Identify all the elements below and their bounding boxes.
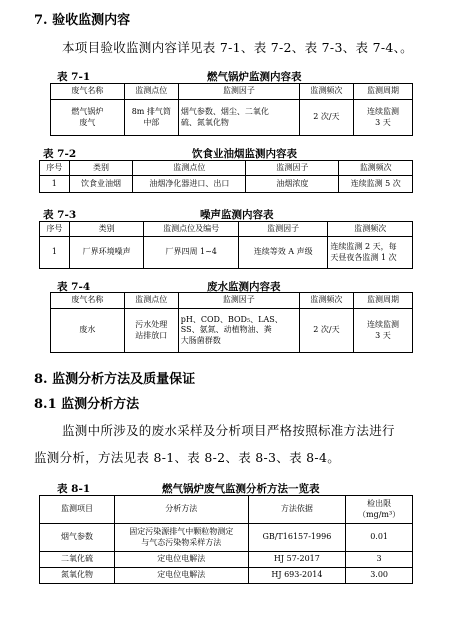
table-row bbox=[51, 309, 413, 353]
table-cell: 2 次/天 bbox=[299, 100, 353, 136]
table-cell: 燃气锅炉 废气 bbox=[51, 100, 125, 136]
table-header-cell: 监测点位及编号 bbox=[144, 222, 239, 237]
table-header-cell: 监测频次 bbox=[328, 222, 413, 237]
table-7-1 bbox=[50, 83, 413, 136]
table-cell: 连续等效 A 声级 bbox=[238, 237, 327, 269]
table-cell: 固定污染源排气中颗粒物测定 与气态污染物采样方法 bbox=[115, 524, 249, 552]
section-8-1-paragraph-line-2: 监测分析，方法见表 8-1、表 8-2、表 8-3、表 8-4。 bbox=[34, 450, 341, 465]
table-cell: 油烟浓度 bbox=[246, 176, 339, 193]
table-header-cell: 方法依据 bbox=[248, 496, 346, 524]
table-cell: 连续监测 2 天，每 天昼夜各监测 1 次 bbox=[328, 237, 413, 269]
table-cell: pH、COD、BOD₅、LAS、 SS、氨氮、动植物油、粪 大肠菌群数 bbox=[178, 309, 299, 353]
table-cell: 连续监测 5 次 bbox=[339, 176, 413, 193]
section-8-1-heading: 8.1 监测分析方法 bbox=[34, 397, 140, 412]
table-7-1-title: 燃气锅炉监测内容表 bbox=[207, 71, 302, 83]
table-header-cell: 监测周期 bbox=[353, 84, 412, 100]
table-8-1 bbox=[39, 495, 413, 584]
table-header-cell: 分析方法 bbox=[115, 496, 249, 524]
table-header-cell: 监测因子 bbox=[238, 222, 327, 237]
table-cell: 烟气参数 bbox=[40, 524, 115, 552]
table-header-cell: 监测频次 bbox=[339, 161, 413, 176]
table-7-2 bbox=[39, 160, 413, 193]
table-cell: 油烟净化器进口、出口 bbox=[133, 176, 246, 193]
table-cell: 3 bbox=[346, 552, 413, 568]
table-cell: 0.01 bbox=[346, 524, 413, 552]
table-7-3-label: 表 7-3 bbox=[43, 209, 77, 221]
table-7-1-label: 表 7-1 bbox=[57, 71, 91, 83]
table-header-cell: 监测因子 bbox=[246, 161, 339, 176]
table-cell: 3.00 bbox=[346, 568, 413, 584]
table-cell: HJ 693-2014 bbox=[248, 568, 346, 584]
table-7-4-label: 表 7-4 bbox=[57, 281, 91, 293]
table-header-cell: 序号 bbox=[40, 222, 70, 237]
table-row bbox=[40, 568, 413, 584]
table-header-cell: 序号 bbox=[40, 161, 70, 176]
table-header-cell: 监测频次 bbox=[299, 84, 353, 100]
section-8-1-paragraph-line-1: 监测中所涉及的废水采样及分析项目严格按照标准方法进行 bbox=[62, 423, 395, 438]
table-7-2-title: 饮食业油烟监测内容表 bbox=[192, 148, 297, 160]
table-cell: 厂界四周 1~4 bbox=[144, 237, 239, 269]
table-cell: 厂界环境噪声 bbox=[69, 237, 144, 269]
table-cell: HJ 57-2017 bbox=[248, 552, 346, 568]
table-cell: 连续监测 3 天 bbox=[353, 309, 412, 353]
table-8-1-label: 表 8-1 bbox=[57, 483, 91, 495]
table-cell: 1 bbox=[40, 176, 70, 193]
table-cell: 二氧化硫 bbox=[40, 552, 115, 568]
table-7-4 bbox=[50, 292, 413, 353]
table-cell: 废水 bbox=[51, 309, 125, 353]
table-7-2-label: 表 7-2 bbox=[43, 148, 77, 160]
table-row bbox=[40, 176, 413, 193]
table-row bbox=[40, 237, 413, 269]
table-header-cell: 监测频次 bbox=[299, 293, 353, 309]
table-header-cell: 监测项目 bbox=[40, 496, 115, 524]
table-cell: 8m 排气筒 中部 bbox=[124, 100, 178, 136]
table-8-1-title: 燃气锅炉废气监测分析方法一览表 bbox=[162, 483, 320, 495]
table-cell: 1 bbox=[40, 237, 70, 269]
table-cell: 污水处理 站排放口 bbox=[124, 309, 178, 353]
table-cell: 定电位电解法 bbox=[115, 568, 249, 584]
table-header-cell: 类别 bbox=[69, 222, 144, 237]
table-header-cell: 监测点位 bbox=[124, 84, 178, 100]
section-7-intro: 本项目验收监测内容详见表 7-1、表 7-2、表 7-3、表 7-4、。 bbox=[62, 40, 413, 55]
table-cell: 定电位电解法 bbox=[115, 552, 249, 568]
table-header-cell: 监测因子 bbox=[178, 293, 299, 309]
table-row bbox=[40, 552, 413, 568]
table-header-cell: 监测因子 bbox=[178, 84, 299, 100]
table-header-cell: 废气名称 bbox=[51, 293, 125, 309]
table-header-cell: 检出限 （mg/m³） bbox=[346, 496, 413, 524]
section-8-heading: 8. 监测分析方法及质量保证 bbox=[34, 372, 196, 387]
table-cell: 氮氧化物 bbox=[40, 568, 115, 584]
table-cell: GB/T16157-1996 bbox=[248, 524, 346, 552]
table-header-cell: 监测点位 bbox=[133, 161, 246, 176]
table-row bbox=[51, 100, 413, 136]
section-7-heading: 7. 验收监测内容 bbox=[34, 13, 131, 28]
table-cell: 连续监测 3 天 bbox=[353, 100, 412, 136]
table-cell: 饮食业油烟 bbox=[69, 176, 133, 193]
table-cell: 烟气参数、烟尘、二氧化 硫、氮氧化物 bbox=[178, 100, 299, 136]
table-header-cell: 监测点位 bbox=[124, 293, 178, 309]
table-7-3-title: 噪声监测内容表 bbox=[200, 209, 274, 221]
table-row bbox=[40, 524, 413, 552]
table-header-cell: 监测周期 bbox=[353, 293, 412, 309]
table-header-cell: 类别 bbox=[69, 161, 133, 176]
table-7-4-title: 废水监测内容表 bbox=[207, 281, 281, 293]
table-header-cell: 废气名称 bbox=[51, 84, 125, 100]
table-7-3 bbox=[39, 221, 413, 269]
table-cell: 2 次/天 bbox=[299, 309, 353, 353]
